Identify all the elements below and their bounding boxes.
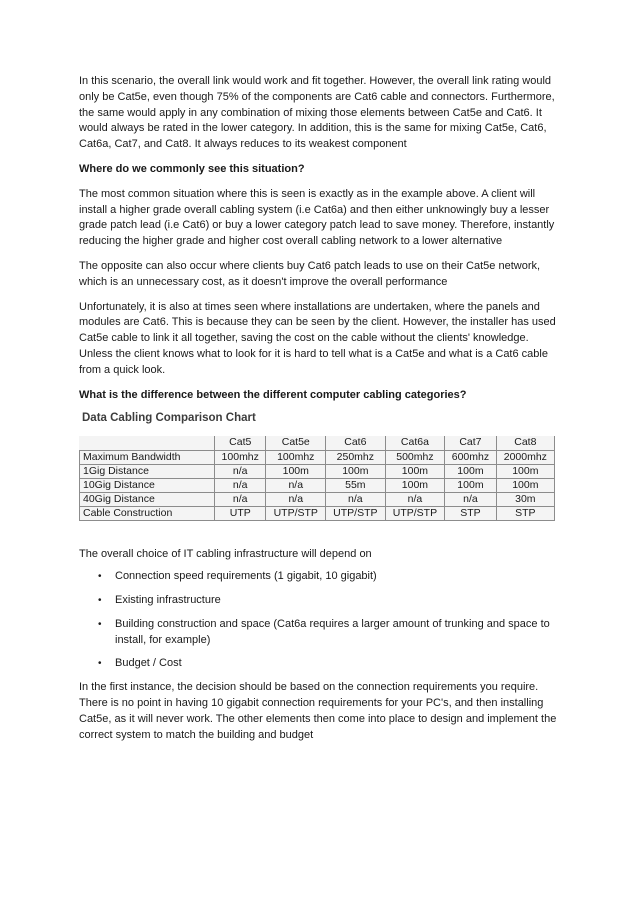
table-row: [80, 478, 555, 492]
table-header-cell: Cat5e: [266, 436, 326, 450]
table-cell: 100m: [385, 464, 445, 478]
table-cell: 250mhz: [326, 450, 386, 464]
table-cell: n/a: [215, 478, 266, 492]
table-cell: n/a: [326, 493, 386, 507]
table-cell: n/a: [266, 478, 326, 492]
document-page: [79, 74, 561, 752]
table-row: [80, 493, 555, 507]
table-cell: UTP/STP: [385, 507, 445, 521]
table-header-row: [80, 436, 555, 450]
table-row: [80, 507, 555, 521]
table-cell: 100m: [445, 478, 496, 492]
table-cell: n/a: [215, 493, 266, 507]
table-cell: 2000mhz: [496, 450, 554, 464]
table-cell: UTP/STP: [326, 507, 386, 521]
paragraph-link-rating: In this scenario, the overall link would work and fit together. However, the overall link rating would only be Cat5e, even though 75% of the components are Cat6 cable and connectors. Furthermore, the same would apply in any combination of mixing those elements between Cat5e and Cat6. It would always be rated in the lower category. In addition, this is the same for mixing Cat5e, Cat6, Cat6a, Cat7, and Cat8. It always reduces to its weakest component: [79, 75, 555, 151]
paragraph-opposite: The opposite can also occur where clients buy Cat6 patch leads to use on their Cat5e network, which is an unnecessary cost, as it doesn't improve the overall performance: [79, 259, 541, 288]
table-header-cell: Cat5: [215, 436, 266, 450]
bullet-icon: •: [98, 595, 102, 607]
list-item-text: Connection speed requirements (1 gigabit, 10 gigabit): [115, 570, 377, 583]
table-cell: 600mhz: [445, 450, 496, 464]
heading-common-situation: Where do we commonly see this situation?: [79, 162, 305, 175]
requirements-list: [79, 569, 561, 672]
list-item-text: Existing infrastructure: [115, 594, 221, 607]
table-cell: 100m: [326, 464, 386, 478]
bullet-icon: •: [98, 658, 102, 670]
table-header-cell: Cat8: [496, 436, 554, 450]
table-row: [80, 450, 555, 464]
comparison-table: [79, 436, 555, 521]
table-row-label: Maximum Bandwidth: [80, 450, 215, 464]
list-item-text: Building construction and space (Cat6a requires a larger amount of trunking and space to install, for example): [115, 617, 550, 646]
heading-difference: What is the difference between the different computer cabling categories?: [79, 388, 467, 401]
table-cell: UTP/STP: [266, 507, 326, 521]
table-row-label: 10Gig Distance: [80, 478, 215, 492]
paragraph-overall-choice: The overall choice of IT cabling infrastructure will depend on: [79, 548, 372, 561]
table-cell: 100m: [445, 464, 496, 478]
paragraph-common-situation: The most common situation where this is seen is exactly as in the example above. A client will install a higher grade overall cabling system (i.e Cat6a) and then either unknowingly buy a lesser grade patch lead (i.e Cat6) or buy a lower category patch lead to save money. Therefore, instantly reducing the higher grade and higher cost overall cabling network to a lower alternative: [79, 187, 555, 248]
bullet-icon: •: [98, 618, 102, 630]
table-cell: 100m: [496, 478, 554, 492]
table-cell: 500mhz: [385, 450, 445, 464]
table-row: [80, 464, 555, 478]
table-cell: 55m: [326, 478, 386, 492]
table-cell: 30m: [496, 493, 554, 507]
list-item-text: Budget / Cost: [115, 657, 182, 670]
table-cell: 100mhz: [215, 450, 266, 464]
table-header-cell: Cat6: [326, 436, 386, 450]
table-cell: n/a: [215, 464, 266, 478]
table-cell: 100m: [266, 464, 326, 478]
table-header-cell: [80, 436, 215, 450]
comparison-table-wrap: [79, 436, 555, 521]
paragraph-first-instance: In the first instance, the decision should be based on the connection requirements you require. There is no point in having 10 gigabit connection requirements for your PC's, and then installing Cat5e, as it will never work. The other elements then come into place to design and implement the correct system to match the building and budget: [79, 681, 557, 741]
list-item: [79, 569, 561, 585]
table-header-cell: Cat7: [445, 436, 496, 450]
table-cell: STP: [496, 507, 554, 521]
table-cell: 100mhz: [266, 450, 326, 464]
bullet-icon: •: [98, 571, 102, 583]
table-cell: n/a: [445, 493, 496, 507]
table-row-label: 1Gig Distance: [80, 464, 215, 478]
chart-title: Data Cabling Comparison Chart: [82, 412, 256, 425]
list-item: [79, 593, 561, 609]
table-cell: UTP: [215, 507, 266, 521]
list-item: [79, 617, 561, 649]
table-cell: n/a: [266, 493, 326, 507]
table-row-label: Cable Construction: [80, 507, 215, 521]
table-cell: 100m: [496, 464, 554, 478]
table-cell: n/a: [385, 493, 445, 507]
table-header-cell: Cat6a: [385, 436, 445, 450]
table-cell: STP: [445, 507, 496, 521]
table-row-label: 40Gig Distance: [80, 493, 215, 507]
list-item: [79, 656, 561, 672]
table-cell: 100m: [385, 478, 445, 492]
paragraph-installations: Unfortunately, it is also at times seen where installations are undertaken, where the panels and modules are Cat6. This is because they can be seen by the client. However, the installer has used Cat5e cable to link it all together, saving the cost on the cable without the clients' knowledge. Unless the client knows what to look for it is hard to tell what is a Cat5e and what is a Cat6 cable from a quick look.: [79, 300, 556, 376]
